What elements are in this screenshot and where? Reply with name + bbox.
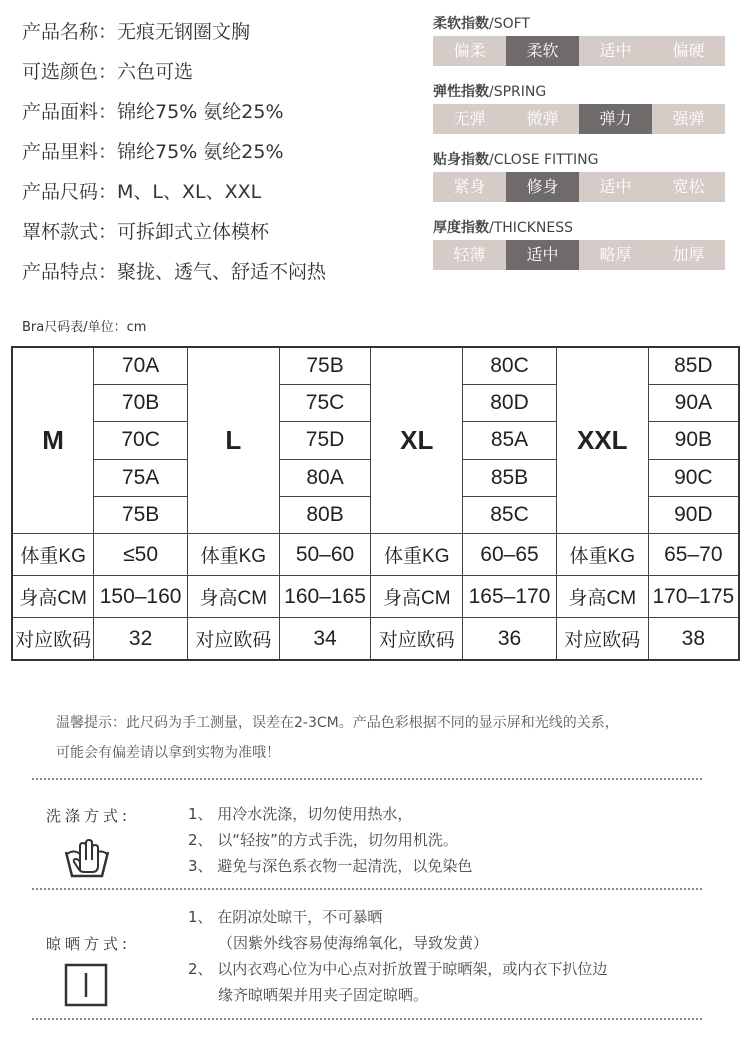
washing-item: 1、 用冷水洗涤，切勿使用热水，	[188, 805, 413, 823]
eu-size-label: 对应欧码	[187, 618, 279, 660]
soft-index: 柔软指数/SOFT 偏柔 柔软 适中 偏硬	[433, 14, 725, 66]
thickness-index: 厚度指数/THICKNESS 轻薄 适中 略厚 加厚	[433, 218, 725, 270]
drying-item-note: （因紫外线容易使海绵氧化，导致发黄）	[218, 934, 489, 952]
cup-size: 80A	[279, 459, 371, 496]
size-table	[11, 346, 740, 661]
eu-size-value: 38	[648, 618, 739, 660]
scale-option: 适中	[506, 240, 579, 270]
spring-index: 弹性指数/SPRING 无弹 微弹 弹力 强弹	[433, 82, 725, 134]
cup-size: 80B	[279, 497, 371, 534]
divider	[32, 778, 702, 780]
eu-size-value: 32	[94, 618, 188, 660]
cup-size: 90C	[648, 459, 739, 496]
fit-scale	[433, 172, 725, 202]
info-row-lining: 产品里料：锦纶75% 氨纶25%	[22, 141, 284, 163]
height-value: 150–160	[94, 576, 188, 618]
cup-size: 80D	[463, 384, 557, 421]
info-row-colors: 可选颜色：六色可选	[22, 61, 194, 83]
info-row-sizes: 产品尺码：M、L、XL、XXL	[22, 181, 262, 203]
cup-size: 85A	[463, 422, 557, 459]
cup-size: 75A	[94, 459, 188, 496]
scale-option: 略厚	[579, 240, 652, 270]
size-name-xl: XL	[371, 347, 463, 534]
soft-scale	[433, 36, 725, 66]
drying-item: 2、 以内衣鸡心位为中心点对折放置于晾晒架，或内衣下扒位边	[188, 960, 608, 978]
cup-size: 70A	[94, 347, 188, 384]
scale-option: 适中	[579, 36, 652, 66]
height-label: 身高CM	[371, 576, 463, 618]
drying-item-cont: 缘齐晾晒架并用夹子固定晾晒。	[218, 986, 429, 1004]
weight-value: 60–65	[463, 534, 557, 576]
size-name-m: M	[12, 347, 94, 534]
washing-item: 3、 避免与深色系衣物一起清洗，以免染色	[188, 857, 473, 875]
washing-item: 2、 以“轻按”的方式手洗，切勿用机洗。	[188, 831, 458, 849]
scale-option: 弹力	[579, 104, 652, 134]
cup-size: 90B	[648, 422, 739, 459]
height-value: 170–175	[648, 576, 739, 618]
eu-size-label: 对应欧码	[12, 618, 94, 660]
info-row-fabric: 产品面料：锦纶75% 氨纶25%	[22, 101, 284, 123]
cup-size: 75B	[94, 497, 188, 534]
washing-instructions	[188, 801, 472, 879]
drying-instructions	[188, 904, 607, 1008]
weight-label: 体重KG	[12, 534, 94, 576]
hang-dry-icon	[64, 963, 108, 1007]
scale-option: 轻薄	[433, 240, 506, 270]
cup-size: 85B	[463, 459, 557, 496]
scale-option: 柔软	[506, 36, 579, 66]
weight-value: 50–60	[279, 534, 371, 576]
measurement-tip: 温馨提示：此尺码为手工测量，误差在2-3CM。产品色彩根据不同的显示屏和光线的关系， 可能会有偏差请以拿到实物为准哦！	[56, 715, 619, 761]
height-row	[12, 576, 739, 618]
cup-size: 85D	[648, 347, 739, 384]
eu-size-value: 34	[279, 618, 371, 660]
height-value: 160–165	[279, 576, 371, 618]
info-row-cup-style: 罩杯款式：可拆卸式立体模杯	[22, 221, 270, 243]
cup-size: 70C	[94, 422, 188, 459]
drying-title: 晾晒方式:	[46, 935, 132, 953]
scale-option: 适中	[579, 172, 652, 202]
thickness-scale	[433, 240, 725, 270]
scale-option: 偏硬	[652, 36, 725, 66]
height-label: 身高CM	[556, 576, 648, 618]
hand-wash-icon	[62, 838, 112, 880]
scale-option: 偏柔	[433, 36, 506, 66]
cup-size: 70B	[94, 384, 188, 421]
weight-value: 65–70	[648, 534, 739, 576]
weight-label: 体重KG	[187, 534, 279, 576]
eu-size-value: 36	[463, 618, 557, 660]
scale-option: 微弹	[506, 104, 579, 134]
cup-size: 75B	[279, 347, 371, 384]
eu-size-label: 对应欧码	[371, 618, 463, 660]
scale-option: 紧身	[433, 172, 506, 202]
divider	[32, 1018, 702, 1020]
eu-size-label: 对应欧码	[556, 618, 648, 660]
product-indices	[433, 14, 725, 286]
cup-size: 85C	[463, 497, 557, 534]
cup-size: 80C	[463, 347, 557, 384]
weight-label: 体重KG	[556, 534, 648, 576]
weight-row	[12, 534, 739, 576]
washing-title: 洗涤方式:	[46, 807, 132, 825]
table-row	[12, 347, 739, 384]
scale-option: 修身	[506, 172, 579, 202]
weight-label: 体重KG	[371, 534, 463, 576]
divider	[32, 888, 702, 890]
drying-item: 1、 在阴凉处晾干，不可暴晒	[188, 908, 383, 926]
spring-scale	[433, 104, 725, 134]
height-value: 165–170	[463, 576, 557, 618]
scale-option: 无弹	[433, 104, 506, 134]
scale-option: 加厚	[652, 240, 725, 270]
scale-option: 强弹	[652, 104, 725, 134]
height-label: 身高CM	[187, 576, 279, 618]
info-row-features: 产品特点：聚拢、透气、舒适不闷热	[22, 261, 327, 283]
product-info	[22, 12, 422, 292]
eu-size-row	[12, 618, 739, 660]
cup-size: 90D	[648, 497, 739, 534]
table-caption: Bra尺码表/单位：cm	[22, 320, 147, 335]
height-label: 身高CM	[12, 576, 94, 618]
cup-size: 75C	[279, 384, 371, 421]
cup-size: 75D	[279, 422, 371, 459]
fit-index: 贴身指数/CLOSE FITTING 紧身 修身 适中 宽松	[433, 150, 725, 202]
info-row-name: 产品名称：无痕无钢圈文胸	[22, 21, 251, 43]
size-name-l: L	[187, 347, 279, 534]
cup-size: 90A	[648, 384, 739, 421]
weight-value: ≤50	[94, 534, 188, 576]
size-name-xxl: XXL	[556, 347, 648, 534]
scale-option: 宽松	[652, 172, 725, 202]
